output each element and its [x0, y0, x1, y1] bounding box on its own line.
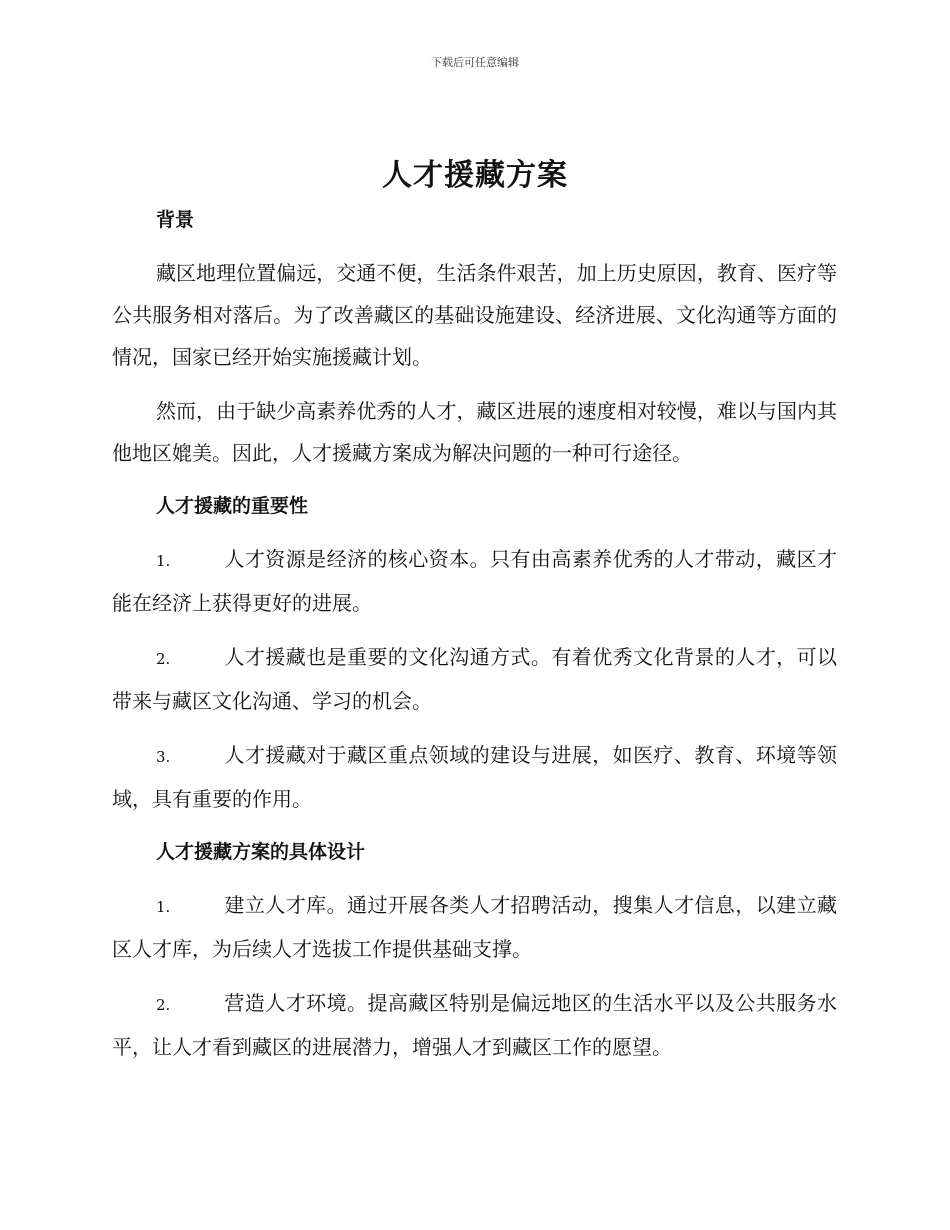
- header-note: 下载后可任意编辑: [431, 56, 519, 69]
- list-item: [112, 538, 837, 624]
- list-item-text: 人才援藏对于藏区重点领域的建设与进展，如医疗、教育、环境等领域，具有重要的作用。: [112, 743, 837, 811]
- document-body: [112, 200, 837, 1068]
- background-paragraph-2: 然而，由于缺少高素养优秀的人才，藏区进展的速度相对较慢，难以与国内其他地区媲美。因此，人才援藏方案成为解决问题的一种可行途径。: [112, 399, 837, 465]
- list-item-number: 3.: [156, 748, 171, 766]
- list-item-text: 建立人才库。通过开展各类人才招聘活动，搜集人才信息，以建立藏区人才库，为后续人才选拔工作提供基础支撑。: [112, 893, 837, 961]
- list-item: [112, 636, 837, 722]
- list-item-text: 人才援藏也是重要的文化沟通方式。有着优秀文化背景的人才，可以带来与藏区文化沟通、学习的机会。: [112, 645, 837, 713]
- list-item-text: 营造人才环境。提高藏区特别是偏远地区的生活水平以及公共服务水平，让人才看到藏区的进展潜力，增强人才到藏区工作的愿望。: [112, 991, 837, 1059]
- list-item-number: 1.: [156, 552, 171, 570]
- list-item-number: 2.: [156, 996, 171, 1014]
- background-paragraph-1: 藏区地理位置偏远，交通不便，生活条件艰苦，加上历史原因，教育、医疗等公共服务相对落后。为了改善藏区的基础设施建设、经济进展、文化沟通等方面的情况，国家已经开始实施援藏计划。: [112, 261, 837, 369]
- section-heading-design: 人才援藏方案的具体设计: [156, 841, 366, 863]
- list-item: [112, 884, 837, 970]
- list-item: [112, 734, 837, 820]
- list-item-text: 人才资源是经济的核心资本。只有由高素养优秀的人才带动，藏区才能在经济上获得更好的进展。: [112, 547, 837, 615]
- document-title: 人才援藏方案: [382, 158, 568, 193]
- list-item-number: 1.: [156, 898, 171, 916]
- section-heading-background: 背景: [156, 209, 195, 231]
- list-item-number: 2.: [156, 650, 171, 668]
- section-heading-importance: 人才援藏的重要性: [156, 495, 309, 517]
- list-item: [112, 982, 837, 1068]
